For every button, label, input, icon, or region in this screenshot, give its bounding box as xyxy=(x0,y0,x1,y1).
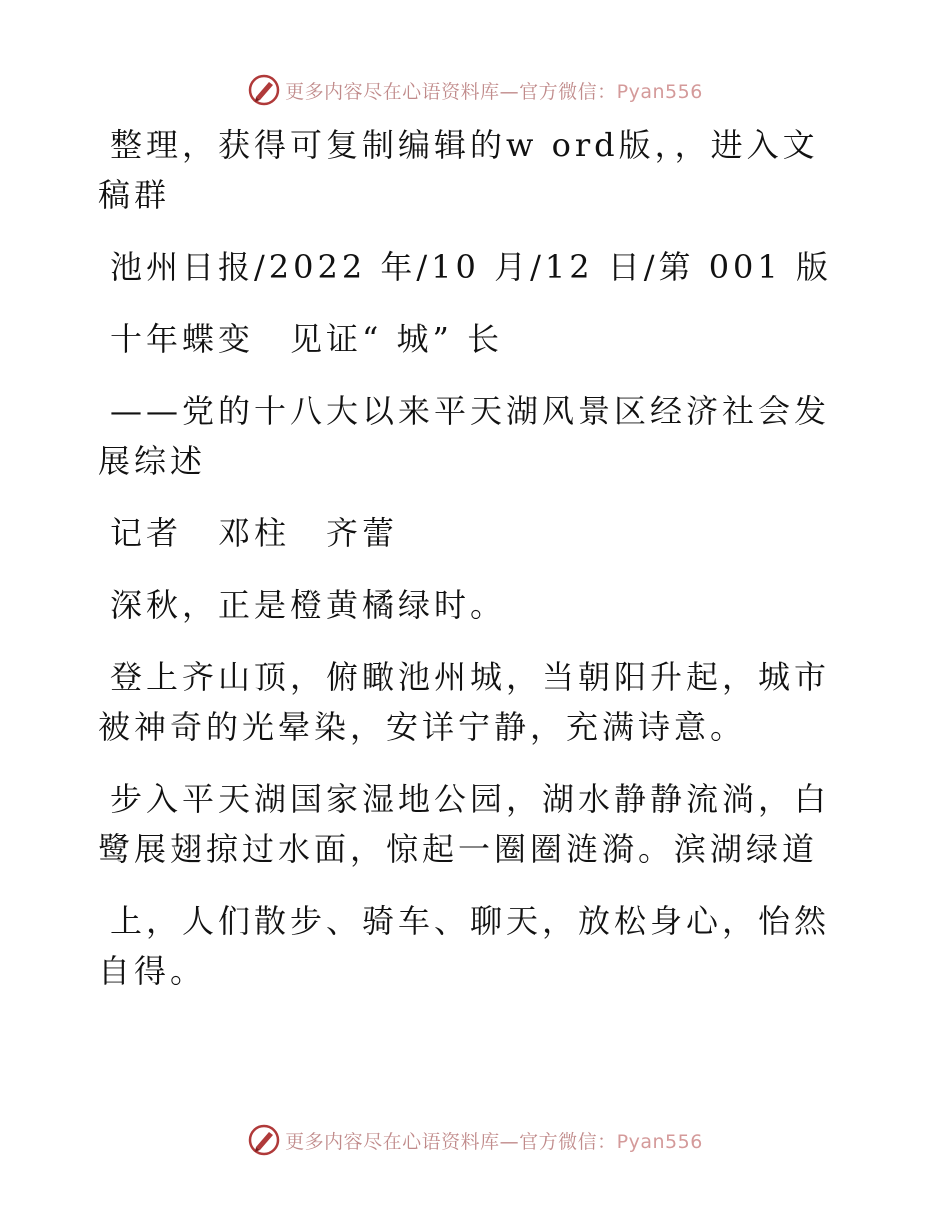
article-title: 十年蝶变 见证“ 城” 长 xyxy=(110,320,504,358)
article-subtitle: ——党的十八大以来平天湖风景区经济社会发展综述 xyxy=(98,392,831,480)
paragraph: 步入平天湖国家湿地公园，湖水静静流淌，白鹭展翅掠过水面，惊起一圈圈涟漪。滨湖绿道 xyxy=(98,780,831,868)
pen-logo-icon xyxy=(247,1123,281,1157)
header-watermark xyxy=(0,70,950,110)
byline: 记者 邓柱 齐蕾 xyxy=(110,514,399,552)
paragraph: 上，人们散步、骑车、聊天，放松身心，怡然自得。 xyxy=(98,902,831,990)
paragraph: 深秋，正是橙黄橘绿时。 xyxy=(110,586,507,624)
paragraph: 整理，获得可复制编辑的w ord版，，进入文稿群 xyxy=(98,126,819,214)
pen-logo-icon xyxy=(247,73,281,107)
paragraph: 登上齐山顶，俯瞰池州城，当朝阳升起，城市被神奇的光晕染，安详宁静，充满诗意。 xyxy=(98,658,831,746)
watermark-text: 更多内容尽在心语资料库—官方微信：Pyan556 xyxy=(285,1130,703,1153)
paragraph: 池州日报/2022 年/10 月/12 日/第 001 版 xyxy=(110,248,832,286)
footer-watermark xyxy=(0,1120,950,1160)
document-body xyxy=(98,120,838,1018)
watermark-text: 更多内容尽在心语资料库—官方微信：Pyan556 xyxy=(285,80,703,103)
